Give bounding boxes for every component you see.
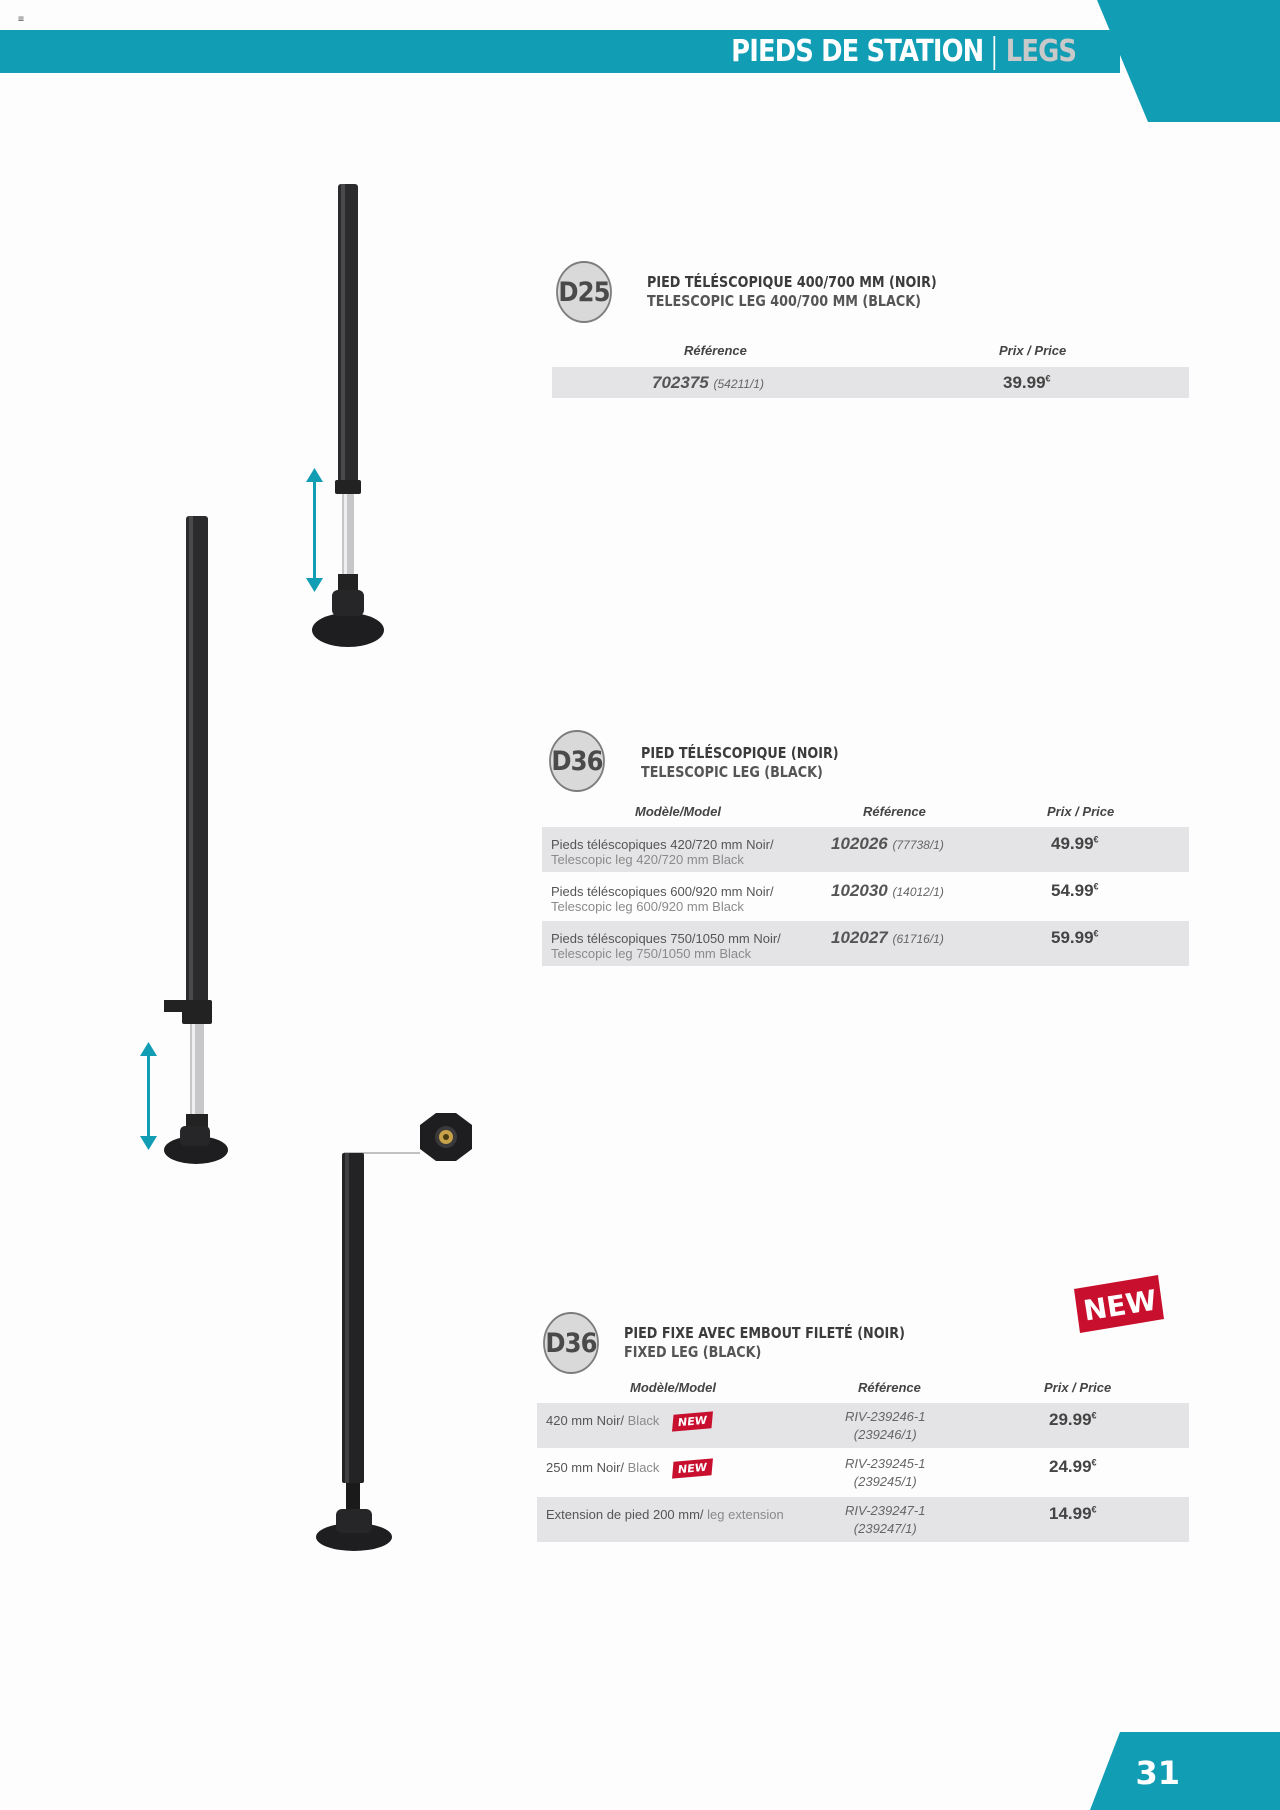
model-name: 420 mm Noir/ Black NEW <box>546 1413 712 1430</box>
price-value: 59.99€ <box>1051 928 1099 947</box>
title-divider <box>994 36 996 70</box>
column-header-reference: Référence <box>858 1380 921 1395</box>
product-code-badge: D36 <box>549 730 605 792</box>
product-title-en: TELESCOPIC LEG 400/700 MM (BLACK) <box>647 292 921 310</box>
product-title-en: TELESCOPIC LEG (BLACK) <box>641 763 823 781</box>
product-title-fr: PIED TÉLÉSCOPIQUE 400/700 MM (NOIR) <box>647 273 937 291</box>
product-code-badge: D25 <box>556 261 612 323</box>
telescopic-leg-short-image <box>280 180 410 660</box>
menu-icon[interactable]: ≡ <box>18 14 25 25</box>
column-header-price: Prix / Price <box>1044 1380 1112 1395</box>
model-name: Pieds téléscopiques 750/1050 mm Noir/ Telescopic leg 750/1050 mm Black <box>551 931 781 961</box>
page-title-en: LEGS <box>1005 34 1076 69</box>
reference-value: RIV-239247-1 (239247/1) <box>845 1503 926 1536</box>
column-header-reference: Référence <box>684 343 747 358</box>
product-title <box>641 744 839 782</box>
product-code-badge: D36 <box>543 1312 599 1374</box>
new-badge-text: NEW <box>1081 1283 1159 1328</box>
column-header-price: Prix / Price <box>999 343 1067 358</box>
model-name: 250 mm Noir/ Black NEW <box>546 1460 712 1477</box>
telescopic-leg-long-image <box>130 510 240 1170</box>
column-header-reference: Référence <box>863 804 926 819</box>
reference-value: RIV-239246-1 (239246/1) <box>845 1409 926 1442</box>
price-value: 54.99€ <box>1051 881 1099 900</box>
page-title <box>731 32 1076 72</box>
new-tag: NEW <box>672 1411 713 1431</box>
reference-value: 102026 (77738/1) <box>831 834 944 853</box>
product-title <box>647 273 937 311</box>
fixed-leg-image <box>310 1105 490 1565</box>
model-name: Pieds téléscopiques 420/720 mm Noir/ Telescopic leg 420/720 mm Black <box>551 837 774 867</box>
product-title-en: FIXED LEG (BLACK) <box>624 1343 762 1361</box>
model-name: Pieds téléscopiques 600/920 mm Noir/ Telescopic leg 600/920 mm Black <box>551 884 774 914</box>
product-title-fr: PIED TÉLÉSCOPIQUE (NOIR) <box>641 744 839 762</box>
price-value: 49.99€ <box>1051 834 1099 853</box>
new-tag: NEW <box>672 1458 713 1478</box>
price-value: 29.99€ <box>1049 1410 1097 1429</box>
model-name: Extension de pied 200 mm/ leg extension <box>546 1507 784 1522</box>
reference-value: 102027 (61716/1) <box>831 928 944 947</box>
reference-value: RIV-239245-1 (239245/1) <box>845 1456 926 1489</box>
page-title-fr: PIEDS DE STATION <box>731 34 984 69</box>
column-header-model: Modèle/Model <box>635 804 721 819</box>
column-header-price: Prix / Price <box>1047 804 1115 819</box>
new-badge <box>1070 1275 1165 1333</box>
column-header-model: Modèle/Model <box>630 1380 716 1395</box>
page-number: 31 <box>1135 1754 1180 1792</box>
product-title <box>624 1324 905 1362</box>
reference-value: 702375 (54211/1) <box>652 373 764 392</box>
table-row <box>552 367 1189 398</box>
price-value: 14.99€ <box>1049 1504 1097 1523</box>
product-title-fr: PIED FIXE AVEC EMBOUT FILETÉ (NOIR) <box>624 1324 905 1342</box>
price-value: 39.99€ <box>1003 373 1051 392</box>
page-number-tab <box>1090 1732 1280 1810</box>
price-value: 24.99€ <box>1049 1457 1097 1476</box>
reference-value: 102030 (14012/1) <box>831 881 944 900</box>
